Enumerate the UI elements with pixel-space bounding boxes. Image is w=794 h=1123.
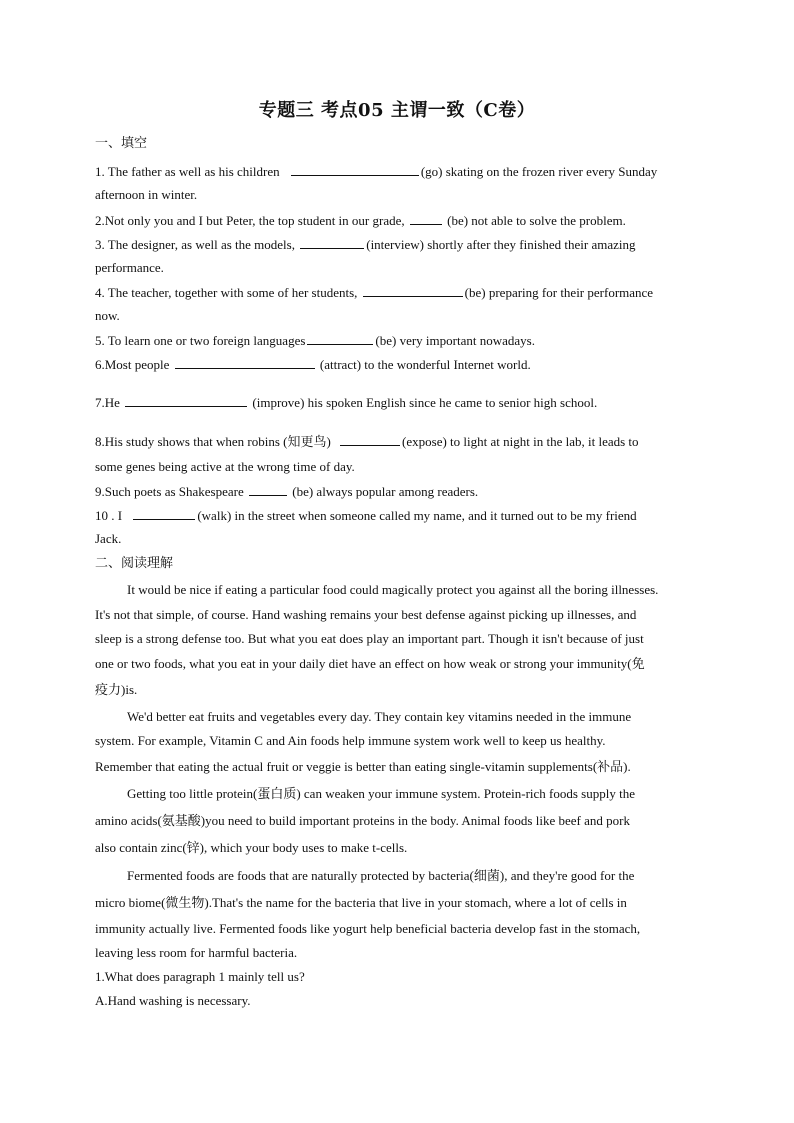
paragraph-line: system. For example, Vitamin C and Ain foods help immune system work well to keep us healthy. bbox=[95, 733, 606, 748]
answer-blank[interactable] bbox=[300, 236, 364, 249]
section-heading-reading: 二、阅读理解 bbox=[95, 556, 174, 571]
question-text: 6.Most people bbox=[95, 357, 170, 372]
answer-blank[interactable] bbox=[175, 356, 315, 369]
paragraph-line: Remember that eating the actual fruit or veggie is better than eating single-vitamin supplements(补品). bbox=[95, 759, 631, 774]
question-text: Jack. bbox=[95, 531, 122, 546]
paragraph-line: We'd better eat fruits and vegetables every day. They contain key vitamins needed in the immune bbox=[127, 709, 632, 724]
question-9 bbox=[95, 483, 705, 500]
question-text: 2.Not only you and I but Peter, the top student in our grade, bbox=[95, 213, 405, 228]
question-text: 10 . I bbox=[95, 508, 123, 523]
answer-blank[interactable] bbox=[249, 483, 287, 496]
paragraph-line: It's not that simple, of course. Hand washing remains your best defense against picking up illnesses, and bbox=[95, 607, 637, 622]
answer-blank[interactable] bbox=[133, 507, 195, 520]
paragraph-line: sleep is a strong defense too. But what you eat does play an important part. Though it isn't because of just bbox=[95, 631, 644, 646]
question-text: 4. The teacher, together with some of her students, bbox=[95, 285, 358, 300]
question-6 bbox=[95, 356, 705, 373]
question-10 bbox=[95, 507, 705, 524]
answer-blank[interactable] bbox=[340, 433, 400, 446]
paragraph-line: Fermented foods are foods that are naturally protected by bacteria(细菌), and they're good for the bbox=[127, 868, 635, 883]
question-5 bbox=[95, 332, 705, 349]
question-text: (be) always popular among readers. bbox=[292, 484, 479, 499]
question-text: afternoon in winter. bbox=[95, 187, 198, 202]
question-7 bbox=[95, 394, 705, 411]
paragraph-line: immunity actually live. Fermented foods like yogurt help beneficial bacteria develop fast in the stomach, bbox=[95, 921, 641, 936]
question-2 bbox=[95, 212, 705, 229]
question-text: 1. The father as well as his children bbox=[95, 164, 280, 179]
page-title: 专题三 考点05 主谓一致（C卷） bbox=[258, 100, 536, 121]
question-text: (attract) to the wonderful Internet world. bbox=[319, 357, 531, 372]
question-text: 7.He bbox=[95, 395, 120, 410]
question-text: (expose) to light at night in the lab, it leads to bbox=[402, 434, 639, 449]
question-3 bbox=[95, 236, 705, 253]
paragraph-line: Getting too little protein(蛋白质) can weaken your immune system. Protein-rich foods supply the bbox=[127, 786, 635, 801]
question-text: some genes being active at the wrong time of day. bbox=[95, 459, 355, 474]
answer-option-a: A.Hand washing is necessary. bbox=[95, 993, 251, 1008]
question-8 bbox=[95, 433, 705, 450]
question-text: 8.His study shows that when robins (知更鸟) bbox=[95, 434, 331, 449]
answer-blank[interactable] bbox=[291, 163, 419, 176]
question-text: 9.Such poets as Shakespeare bbox=[95, 484, 244, 499]
question-text: (go) skating on the frozen river every Sunday bbox=[420, 164, 658, 179]
question-text: (walk) in the street when someone called my name, and it turned out to be my friend bbox=[197, 508, 637, 523]
paragraph-line: amino acids(氨基酸)you need to build important proteins in the body. Animal foods like beef and pork bbox=[95, 813, 630, 828]
answer-blank[interactable] bbox=[125, 394, 247, 407]
paragraph-line: It would be nice if eating a particular food could magically protect you against all the boring illnesses. bbox=[127, 582, 659, 597]
question-text: (improve) his spoken English since he came to senior high school. bbox=[252, 395, 598, 410]
paragraph-line: micro biome(微生物).That's the name for the bacteria that live in your stomach, where a lot of cells in bbox=[95, 895, 627, 910]
paragraph-line: leaving less room for harmful bacteria. bbox=[95, 945, 298, 960]
answer-blank[interactable] bbox=[363, 284, 463, 297]
paragraph-line: also contain zinc(锌), which your body uses to make t-cells. bbox=[95, 840, 408, 855]
question-text: (be) very important nowadays. bbox=[375, 333, 535, 348]
question-text: 3. The designer, as well as the models, bbox=[95, 237, 295, 252]
question-text: now. bbox=[95, 308, 120, 323]
section-heading-fill: 一、填空 bbox=[95, 136, 148, 151]
reading-question: 1.What does paragraph 1 mainly tell us? bbox=[95, 969, 305, 984]
paragraph-line: one or two foods, what you eat in your daily diet have an effect on how weak or strong your immunity(免 bbox=[95, 656, 645, 671]
question-4 bbox=[95, 284, 705, 301]
question-text: performance. bbox=[95, 260, 164, 275]
paragraph-line: 疫力)is. bbox=[95, 682, 138, 697]
answer-blank[interactable] bbox=[307, 332, 373, 345]
question-1 bbox=[95, 163, 705, 180]
question-text: (be) not able to solve the problem. bbox=[447, 213, 626, 228]
answer-blank[interactable] bbox=[410, 212, 442, 225]
question-text: (be) preparing for their performance bbox=[464, 285, 654, 300]
question-text: 5. To learn one or two foreign languages bbox=[95, 333, 306, 348]
question-text: (interview) shortly after they finished their amazing bbox=[366, 237, 636, 252]
